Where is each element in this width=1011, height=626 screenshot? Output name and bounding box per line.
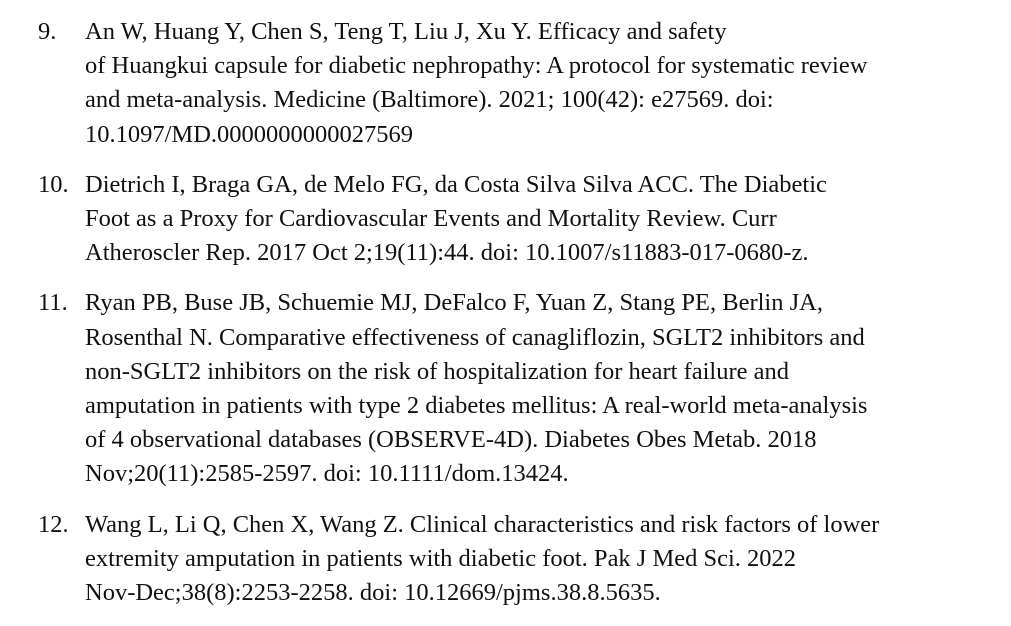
- reference-line: of 4 observational databases (OBSERVE-4D). Diabetes Obes Metab. 2018: [85, 426, 817, 454]
- reference-line: An W, Huang Y, Chen S, Teng T, Liu J, Xu Y. Efficacy and safety: [85, 18, 727, 45]
- reference-number: 11.: [38, 289, 68, 317]
- reference-item-9: [0, 15, 955, 152]
- reference-item-12: [0, 508, 955, 611]
- reference-line: non-SGLT2 inhibitors on the risk of hospitalization for heart failure and: [85, 357, 790, 385]
- reference-line: extremity amputation in patients with diabetic foot. Pak J Med Sci. 2022: [85, 544, 797, 572]
- reference-line: Rosenthal N. Comparative effectiveness of canagliflozin, SGLT2 inhibitors and: [85, 323, 865, 351]
- reference-item-10: [0, 168, 955, 271]
- reference-number: 10.: [38, 170, 69, 198]
- reference-number: 9.: [38, 18, 57, 45]
- reference-line: of Huangkui capsule for diabetic nephropathy: A protocol for systematic review: [85, 52, 868, 80]
- reference-line: and meta-analysis. Medicine (Baltimore). 2021; 100(42): e27569. doi:: [85, 86, 774, 114]
- reference-line: amputation in patients with type 2 diabetes mellitus: A real-world meta-analysis: [85, 392, 868, 420]
- reference-number: 12.: [38, 510, 69, 538]
- reference-list: [0, 15, 1011, 626]
- reference-line: Foot as a Proxy for Cardiovascular Events and Mortality Review. Curr: [85, 205, 777, 233]
- reference-line: Atheroscler Rep. 2017 Oct 2;19(11):44. doi: 10.1007/s11883-017-0680-z.: [85, 239, 809, 267]
- reference-line: Dietrich I, Braga GA, de Melo FG, da Costa Silva Silva ACC. The Diabetic: [85, 170, 827, 198]
- reference-line: Ryan PB, Buse JB, Schuemie MJ, DeFalco F, Yuan Z, Stang PE, Berlin JA,: [85, 289, 823, 317]
- reference-item-11: [0, 286, 955, 491]
- reference-line: 10.1097/MD.0000000000027569: [85, 120, 414, 148]
- reference-line: Nov;20(11):2585-2597. doi: 10.1111/dom.13424.: [85, 460, 569, 488]
- reference-line: Wang L, Li Q, Chen X, Wang Z. Clinical characteristics and risk factors of lower: [85, 510, 880, 538]
- reference-line: Nov-Dec;38(8):2253-2258. doi: 10.12669/pjms.38.8.5635.: [85, 579, 661, 607]
